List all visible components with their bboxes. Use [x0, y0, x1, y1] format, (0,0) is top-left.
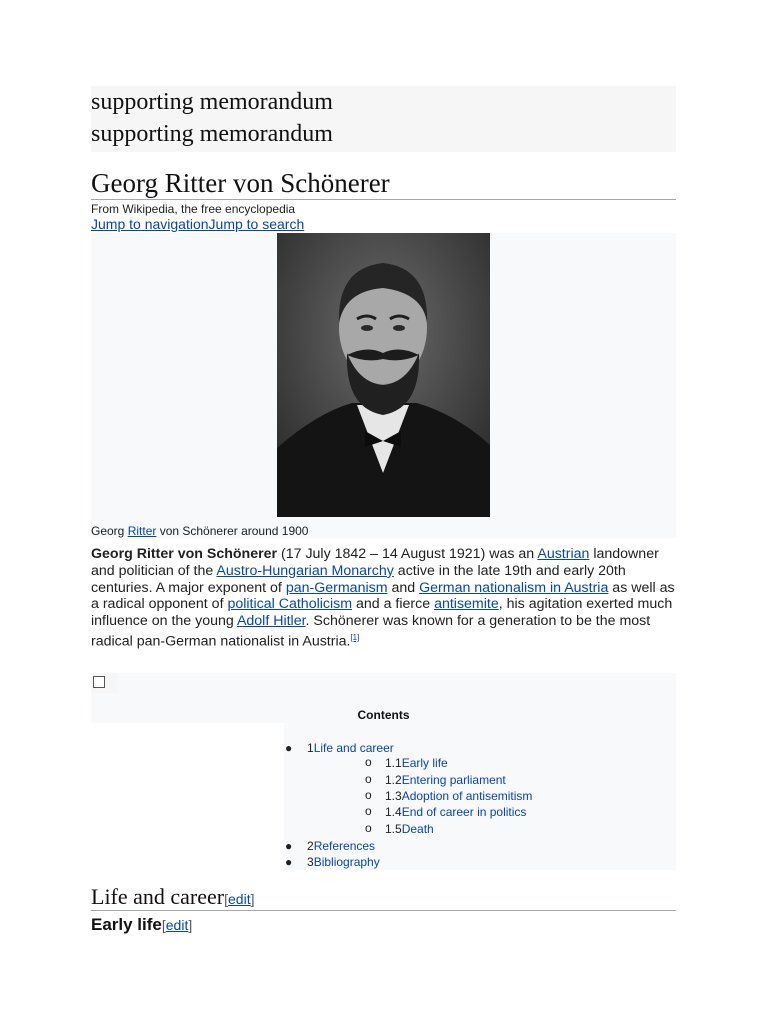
austro-hungarian-monarchy-link[interactable]: Austro-Hungarian Monarchy — [216, 562, 394, 579]
bullet-icon: ● — [285, 839, 293, 853]
toc-number: 1.5 — [385, 822, 402, 836]
lead-text: (17 July 1842 – 14 August 1921) was an — [277, 546, 538, 562]
toc-number: 1.1 — [385, 756, 402, 770]
lead-text: as well as a radical opponent of — [91, 579, 675, 613]
adolf-hitler-link[interactable]: Adolf Hitler — [236, 613, 306, 630]
pan-germanism-link[interactable]: pan-Germanism — [285, 579, 388, 596]
austrian-link[interactable]: Austrian — [537, 546, 590, 562]
edit-link[interactable]: edit — [165, 917, 189, 933]
reference-1-link[interactable]: [1] — [350, 632, 360, 642]
toc-link[interactable]: References — [313, 839, 376, 853]
toc-item[interactable] — [365, 804, 527, 819]
hollow-bullet-icon: o — [365, 772, 372, 786]
memo-banner — [91, 86, 676, 152]
checkbox-icon — [93, 676, 105, 688]
toc-number: 1.3 — [385, 789, 402, 803]
toc-item[interactable] — [285, 741, 394, 755]
toc-item[interactable] — [365, 788, 533, 803]
toc-link[interactable]: Early life — [401, 756, 448, 770]
toc-blank-area — [91, 723, 284, 870]
portrait-image[interactable] — [277, 233, 490, 517]
lead-paragraph — [91, 546, 676, 651]
edit-link[interactable]: edit — [228, 891, 251, 907]
lead-text: active in the late 19th and early 20th centuries. A major exponent of — [91, 562, 626, 596]
lead-text: . Schönerer was known for a generation to be the most radical pan-German nationalist in Austria. — [91, 613, 651, 650]
edit-subsection: [edit] — [161, 917, 193, 933]
ritter-link[interactable]: Ritter — [127, 524, 157, 538]
jump-links — [91, 216, 676, 233]
toc-heading: Contents — [357, 708, 410, 722]
toc-number: 2 — [307, 839, 314, 853]
table-of-contents — [91, 673, 676, 870]
toc-link[interactable]: Adoption of antisemitism — [401, 789, 533, 803]
toc-toggle-checkbox[interactable] — [91, 673, 117, 693]
lead-text: landowner and politician of the — [91, 546, 659, 579]
toc-number: 1.4 — [385, 805, 402, 819]
page-title: Georg Ritter von Schönerer — [91, 166, 676, 200]
subsection-heading-early-life — [91, 914, 676, 936]
caption-text: Georg — [91, 524, 128, 538]
image-caption — [91, 524, 308, 538]
section-title: Life and career — [91, 884, 225, 909]
edit-section: [edit] — [224, 891, 255, 907]
caption-text-end: von Schönerer around 1900 — [156, 524, 309, 538]
hollow-bullet-icon: o — [365, 755, 372, 769]
toc-link[interactable]: Life and career — [313, 741, 394, 755]
toc-item[interactable] — [285, 855, 380, 869]
section-heading-life-and-career — [91, 884, 676, 911]
toc-item[interactable] — [365, 772, 506, 787]
toc-item[interactable] — [365, 821, 434, 836]
tagline: From Wikipedia, the free encyclopedia — [91, 202, 296, 216]
toc-item[interactable] — [365, 755, 448, 770]
hollow-bullet-icon: o — [365, 821, 372, 835]
toc-link[interactable]: End of career in politics — [401, 805, 527, 819]
hollow-bullet-icon: o — [365, 788, 372, 802]
political-catholicism-link[interactable]: political Catholicism — [227, 596, 353, 613]
subject-name: Georg Ritter von Schönerer — [91, 546, 278, 562]
toc-link[interactable]: Death — [401, 822, 434, 836]
lead-text: , his agitation exerted much influence on the young — [91, 596, 673, 630]
antisemite-link[interactable]: antisemite — [434, 596, 499, 613]
jump-to-search-link[interactable]: Jump to search — [208, 216, 305, 232]
bullet-icon: ● — [285, 855, 293, 869]
hollow-bullet-icon: o — [365, 804, 372, 818]
lead-text: and — [387, 579, 420, 596]
toc-link[interactable]: Bibliography — [313, 855, 380, 869]
toc-number: 1.2 — [385, 773, 402, 787]
portrait-photo — [277, 233, 490, 517]
memo-line-2: supporting memorandum — [91, 121, 333, 147]
toc-item[interactable] — [285, 839, 376, 853]
toc-link[interactable]: Entering parliament — [401, 773, 506, 787]
subsection-title: Early life — [91, 915, 162, 934]
lead-text: and a fierce — [352, 596, 435, 613]
jump-to-navigation-link[interactable]: Jump to navigation — [91, 216, 209, 232]
bullet-icon: ● — [285, 741, 293, 755]
toc-number: 3 — [307, 855, 314, 869]
german-nationalism-link[interactable]: German nationalism in Austria — [419, 579, 609, 596]
toc-number: 1 — [307, 741, 314, 755]
infobox — [91, 233, 676, 538]
memo-line-1: supporting memorandum — [91, 89, 333, 115]
